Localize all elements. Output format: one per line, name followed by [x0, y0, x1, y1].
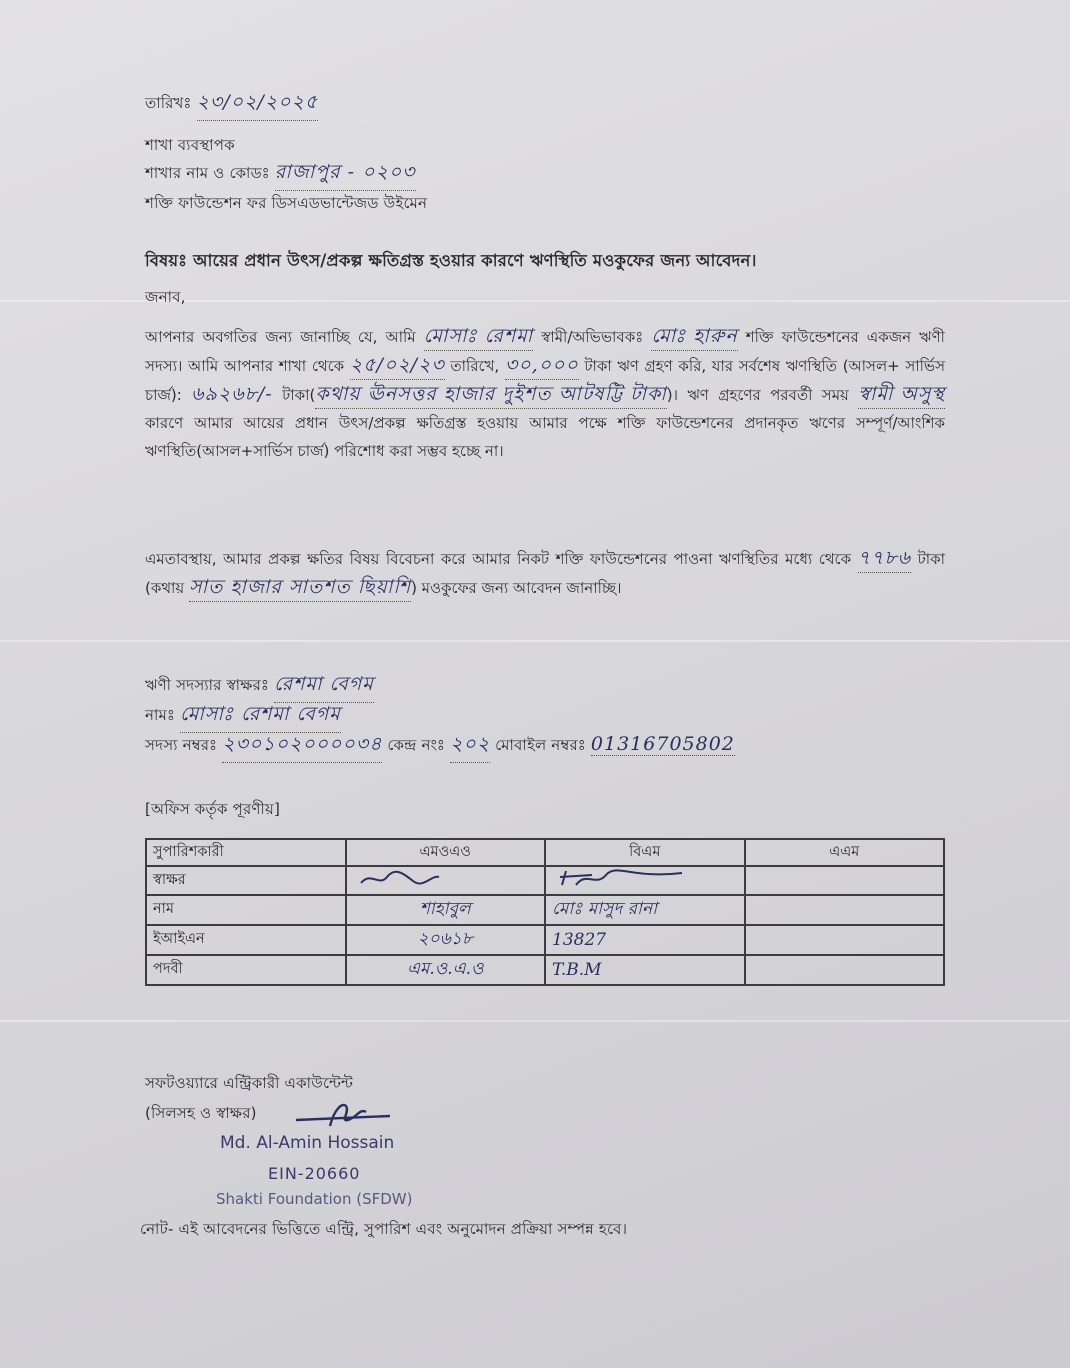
member-name: মোসাঃ রেশমা বেগম [180, 700, 341, 733]
table-row-label: ইআইএন [146, 925, 346, 955]
stamp-organization: Shakti Foundation (SFDW) [216, 1190, 413, 1208]
signature-cell [545, 866, 745, 895]
member-number: ২৩০১০২০০০০৩৪ [222, 730, 382, 763]
accountant-seal-note: (সিলসহ ও স্বাক্ষর) [145, 1104, 257, 1122]
table-header-cell: এএম [745, 839, 945, 866]
table-row [146, 955, 944, 985]
loan-amount: ৩০,০০০ [505, 351, 579, 380]
table-row [146, 925, 944, 955]
outstanding-in-words: কথায় ঊনসত্তর হাজার দুইশত আটষট্টি টাকা [315, 380, 666, 409]
table-header-cell: বিএম [545, 839, 745, 866]
body-paragraph-2 [145, 544, 945, 602]
branch-line [145, 158, 416, 191]
loan-date: ২৫/০২/২৩ [350, 351, 445, 380]
table-row [146, 895, 944, 925]
body-text: টাকা( [282, 386, 316, 404]
table-row-label: পদবী [146, 955, 346, 985]
stamp-name: Md. Al-Amin Hossain [220, 1133, 395, 1153]
member-name-line [145, 700, 341, 733]
member-signature: রেশমা বেগম [274, 670, 374, 703]
center-number-label: কেন্দ্র নংঃ [387, 736, 446, 754]
handwritten-signature [552, 867, 692, 889]
table-cell: শাহাবুল [346, 895, 546, 925]
approval-table [145, 838, 945, 986]
date-line [145, 88, 318, 121]
salutation: জনাব, [145, 288, 186, 306]
waiver-in-words: সাত হাজার সাতশত ছিয়াশি [189, 573, 411, 602]
date-value: ২৩/০২/২০২৫ [197, 88, 319, 121]
table-header-row [146, 839, 944, 866]
table-row-label: নাম [146, 895, 346, 925]
signature-cell [346, 866, 546, 895]
branch-value: রাজাপুর - ০২০৩ [275, 158, 416, 191]
table-cell [745, 955, 945, 985]
paper-crease [0, 1020, 1070, 1022]
table-cell [745, 895, 945, 925]
body-text: শক্তি ফাউন্ডেশনের একজন ঋণী সদস্য। আমি আপনার শাখা থেকে [145, 328, 945, 375]
table-header-cell: এমওএও [346, 839, 546, 866]
recipient-line: শাখা ব্যবস্থাপক [145, 136, 235, 154]
table-cell: ২০৬১৮ [346, 925, 546, 955]
date-label: তারিখঃ [145, 94, 192, 112]
stamp-ein: EIN-20660 [268, 1164, 361, 1183]
accountant-title: সফটওয়্যারে এন্ট্রিকারী একাউন্টেন্ট [145, 1074, 354, 1092]
table-row [146, 866, 944, 895]
branch-label: শাখার নাম ও কোডঃ [145, 164, 270, 182]
subject-line: বিষয়ঃ আয়ের প্রধান উৎস/প্রকল্প ক্ষতিগ্রস্ত হওয়ার কারণে ঋণস্থিতি মওকুফের জন্য আবেদন। [145, 251, 757, 270]
body-text: কারণে আমার আয়ের প্রধান উৎস/প্রকল্প ক্ষতিগ্রস্ত হওয়ায় আমার পক্ষে শক্তি ফাউন্ডেশনের প্রদানকৃত ঋণের সম্পূর্ণ/আংশিক ঋণস্থিতি(আসল+সার্ভিস চার্জ) পরিশোধ করা সম্ভব হচ্ছে না। [145, 414, 945, 460]
body-text: স্বামী/অভিভাবকঃ [541, 328, 644, 346]
member-signature-label: ঋণী সদস্যার স্বাক্ষরঃ [145, 676, 270, 694]
handwritten-signature [353, 867, 443, 889]
body-text: )। ঋণ গ্রহণের পরবর্তী সময় [666, 386, 849, 404]
center-number: ২০২ [450, 730, 490, 763]
body-paragraph-1 [145, 322, 945, 465]
mobile-number: 01316705802 [590, 733, 735, 755]
organization-line: শক্তি ফাউন্ডেশন ফর ডিসএডভান্টেজড উইমেন [145, 194, 428, 212]
footer-note: নোট- এই আবেদনের ভিত্তিতে এন্ট্রি, সুপারিশ এবং অনুমোদন প্রক্রিয়া সম্পন্ন হবে। [140, 1220, 628, 1238]
table-header-cell: সুপারিশকারী [146, 839, 346, 866]
table-cell [745, 925, 945, 955]
office-use-note: [অফিস কর্তৃক পূরণীয়] [145, 800, 281, 818]
member-signature-line [145, 670, 374, 703]
table-cell: মোঃ মাসুদ রানা [545, 895, 745, 925]
accountant-signature [290, 1096, 400, 1130]
member-name-label: নামঃ [145, 706, 176, 724]
outstanding-amount: ৬৯২৬৮/- [191, 383, 273, 405]
damage-reason: স্বামী অসুস্থ [858, 380, 945, 409]
body-text: টাকা ঋণ গ্রহণ করি, যার সর্বশেষ ঋণস্থিতি (আসল+ সার্ভিস চার্জ): [145, 357, 945, 404]
borrower-name: মোসাঃ রেশমা [424, 322, 533, 351]
body-text: তারিখে, [450, 357, 500, 375]
body-text: এমতাবস্থায়, আমার প্রকল্প ক্ষতির বিষয় বিবেচনা করে আমার নিকট শক্তি ফাউন্ডেশনের পাওনা ঋণস্থিতির মধ্যে থেকে [145, 550, 852, 568]
paper-crease [0, 640, 1070, 642]
body-text: ) মওকুফের জন্য আবেদন জানাচ্ছি। [411, 579, 622, 597]
body-text: আপনার অবগতির জন্য জানাচ্ছি যে, আমি [145, 328, 416, 346]
member-number-label: সদস্য নম্বরঃ [145, 736, 218, 754]
table-cell [745, 866, 945, 895]
table-cell: এম.ও.এ.ও [346, 955, 546, 985]
waiver-amount: ৭৭৮৬ [858, 544, 911, 573]
table-cell: 13827 [545, 925, 745, 955]
mobile-number-label: মোবাইল নম্বরঃ [495, 736, 586, 754]
table-cell: T.B.M [545, 955, 745, 985]
guardian-name: মোঃ হারুন [651, 322, 737, 351]
member-number-line [145, 730, 735, 763]
body-text: টাকা (কথায় [145, 550, 945, 597]
table-row-label: স্বাক্ষর [146, 866, 346, 895]
